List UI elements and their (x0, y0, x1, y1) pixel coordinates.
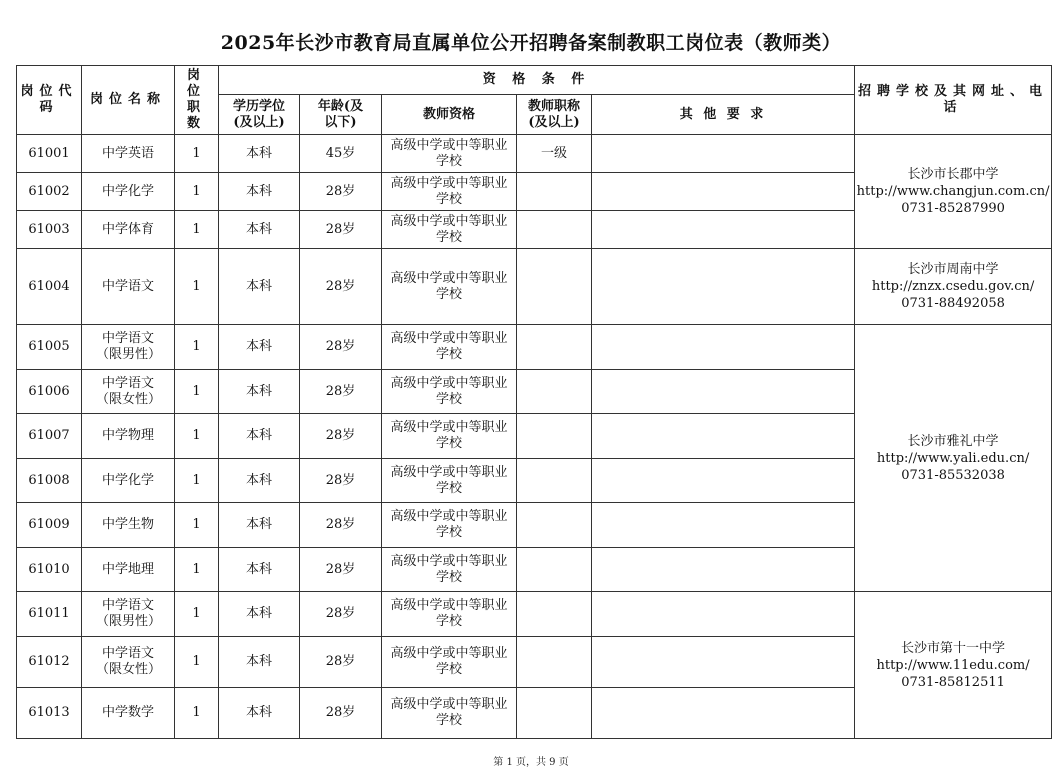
other-req (592, 414, 855, 459)
position-code: 61008 (17, 459, 82, 503)
position-code: 61013 (17, 688, 82, 739)
header-title-rank: 教师职称(及以上) (517, 95, 592, 135)
education-req: 本科 (219, 325, 300, 370)
cert-req: 高级中学或中等职业学校 (382, 459, 517, 503)
education-req: 本科 (219, 135, 300, 173)
school-contact (855, 325, 1052, 592)
position-count: 1 (175, 414, 219, 459)
position-count: 1 (175, 135, 219, 173)
header-school: 招聘学校及其网址、电话 (855, 66, 1052, 135)
school-name: 长沙市第十一中学 (901, 640, 1006, 656)
position-code: 61003 (17, 211, 82, 249)
title-rank-req (517, 249, 592, 325)
age-req: 28岁 (300, 325, 382, 370)
position-code: 61001 (17, 135, 82, 173)
position-code: 61009 (17, 503, 82, 548)
title-rank-req (517, 414, 592, 459)
position-name: 中学语文（限女性） (82, 370, 175, 414)
header-name: 岗位名称 (82, 66, 175, 135)
position-code: 61012 (17, 637, 82, 688)
position-name: 中学体育 (82, 211, 175, 249)
position-code: 61007 (17, 414, 82, 459)
education-req: 本科 (219, 548, 300, 592)
position-count: 1 (175, 325, 219, 370)
positions-body (17, 135, 1052, 739)
cert-req: 高级中学或中等职业学校 (382, 414, 517, 459)
school-url[interactable]: http://www.11edu.com/ (876, 657, 1030, 673)
education-req: 本科 (219, 592, 300, 637)
header-other: 其 他 要 求 (592, 95, 855, 135)
position-code: 61011 (17, 592, 82, 637)
school-name: 长沙市长郡中学 (907, 167, 999, 182)
page-title: 2025年长沙市教育局直属单位公开招聘备案制教职工岗位表（教师类） (220, 32, 842, 54)
header-code: 岗位代码 (17, 66, 82, 135)
other-req (592, 370, 855, 414)
school-name: 长沙市雅礼中学 (907, 433, 999, 449)
table-row (17, 592, 1052, 637)
cert-req: 高级中学或中等职业学校 (382, 135, 517, 173)
table-row (17, 325, 1052, 370)
education-req: 本科 (219, 503, 300, 548)
school-phone: 0731-85812511 (901, 674, 1005, 690)
header-education: 学历学位(及以上) (219, 95, 300, 135)
cert-req: 高级中学或中等职业学校 (382, 688, 517, 739)
school-name: 长沙市周南中学 (907, 262, 999, 277)
age-req: 28岁 (300, 211, 382, 249)
other-req (592, 592, 855, 637)
school-contact (855, 249, 1052, 325)
title-rank-req (517, 211, 592, 249)
position-count: 1 (175, 637, 219, 688)
school-url[interactable]: http://www.yali.edu.cn/ (876, 450, 1030, 466)
title-rank-req (517, 637, 592, 688)
position-name: 中学生物 (82, 503, 175, 548)
education-req: 本科 (219, 173, 300, 211)
other-req (592, 459, 855, 503)
school-contact (855, 592, 1052, 739)
cert-req: 高级中学或中等职业学校 (382, 637, 517, 688)
school-phone: 0731-88492058 (901, 296, 1005, 311)
age-req: 28岁 (300, 370, 382, 414)
age-req: 28岁 (300, 414, 382, 459)
education-req: 本科 (219, 688, 300, 739)
position-count: 1 (175, 503, 219, 548)
position-name: 中学物理 (82, 414, 175, 459)
position-count: 1 (175, 592, 219, 637)
position-code: 61006 (17, 370, 82, 414)
position-name: 中学数学 (82, 688, 175, 739)
title-rank-req (517, 592, 592, 637)
position-code: 61002 (17, 173, 82, 211)
cert-req: 高级中学或中等职业学校 (382, 370, 517, 414)
cert-req: 高级中学或中等职业学校 (382, 211, 517, 249)
title-rank-req (517, 548, 592, 592)
position-count: 1 (175, 548, 219, 592)
cert-req: 高级中学或中等职业学校 (382, 173, 517, 211)
school-contact (855, 135, 1052, 249)
age-req: 28岁 (300, 592, 382, 637)
position-count: 1 (175, 370, 219, 414)
title-rank-req (517, 503, 592, 548)
age-req: 45岁 (300, 135, 382, 173)
education-req: 本科 (219, 370, 300, 414)
page-footer: 第 1 页，共 9 页 (493, 757, 569, 768)
age-req: 28岁 (300, 459, 382, 503)
title-rank-req (517, 688, 592, 739)
table-row (17, 249, 1052, 325)
title-rank-req (517, 370, 592, 414)
school-phone: 0731-85287990 (901, 201, 1005, 216)
education-req: 本科 (219, 459, 300, 503)
other-req (592, 211, 855, 249)
position-code: 61010 (17, 548, 82, 592)
other-req (592, 135, 855, 173)
header-cert: 教师资格 (382, 95, 517, 135)
age-req: 28岁 (300, 249, 382, 325)
title-rank-req: 一级 (517, 135, 592, 173)
table-row (17, 135, 1052, 173)
school-url[interactable]: http://www.changjun.com.cn/ (856, 184, 1050, 199)
position-name: 中学化学 (82, 173, 175, 211)
other-req (592, 503, 855, 548)
cert-req: 高级中学或中等职业学校 (382, 548, 517, 592)
age-req: 28岁 (300, 548, 382, 592)
position-name: 中学地理 (82, 548, 175, 592)
position-count: 1 (175, 173, 219, 211)
other-req (592, 688, 855, 739)
header-age: 年龄(及以下) (300, 95, 382, 135)
header-qualifications: 资 格 条 件 (219, 66, 855, 95)
cert-req: 高级中学或中等职业学校 (382, 249, 517, 325)
title-rank-req (517, 459, 592, 503)
position-count: 1 (175, 249, 219, 325)
other-req (592, 325, 855, 370)
position-name: 中学语文 (82, 249, 175, 325)
position-name: 中学语文（限女性） (82, 637, 175, 688)
school-url[interactable]: http://znzx.csedu.gov.cn/ (871, 279, 1035, 294)
position-name: 中学英语 (82, 135, 175, 173)
age-req: 28岁 (300, 173, 382, 211)
education-req: 本科 (219, 211, 300, 249)
cert-req: 高级中学或中等职业学校 (382, 325, 517, 370)
position-count: 1 (175, 459, 219, 503)
other-req (592, 548, 855, 592)
position-name: 中学语文（限男性） (82, 325, 175, 370)
title-rank-req (517, 173, 592, 211)
age-req: 28岁 (300, 637, 382, 688)
position-count: 1 (175, 688, 219, 739)
other-req (592, 249, 855, 325)
positions-table (16, 65, 1052, 739)
education-req: 本科 (219, 414, 300, 459)
header-count: 岗位职数 (175, 66, 219, 135)
position-code: 61005 (17, 325, 82, 370)
position-count: 1 (175, 211, 219, 249)
position-name: 中学语文（限男性） (82, 592, 175, 637)
education-req: 本科 (219, 249, 300, 325)
position-name: 中学化学 (82, 459, 175, 503)
position-code: 61004 (17, 249, 82, 325)
age-req: 28岁 (300, 503, 382, 548)
title-rank-req (517, 325, 592, 370)
other-req (592, 173, 855, 211)
age-req: 28岁 (300, 688, 382, 739)
other-req (592, 637, 855, 688)
school-phone: 0731-85532038 (901, 467, 1005, 483)
cert-req: 高级中学或中等职业学校 (382, 592, 517, 637)
cert-req: 高级中学或中等职业学校 (382, 503, 517, 548)
education-req: 本科 (219, 637, 300, 688)
